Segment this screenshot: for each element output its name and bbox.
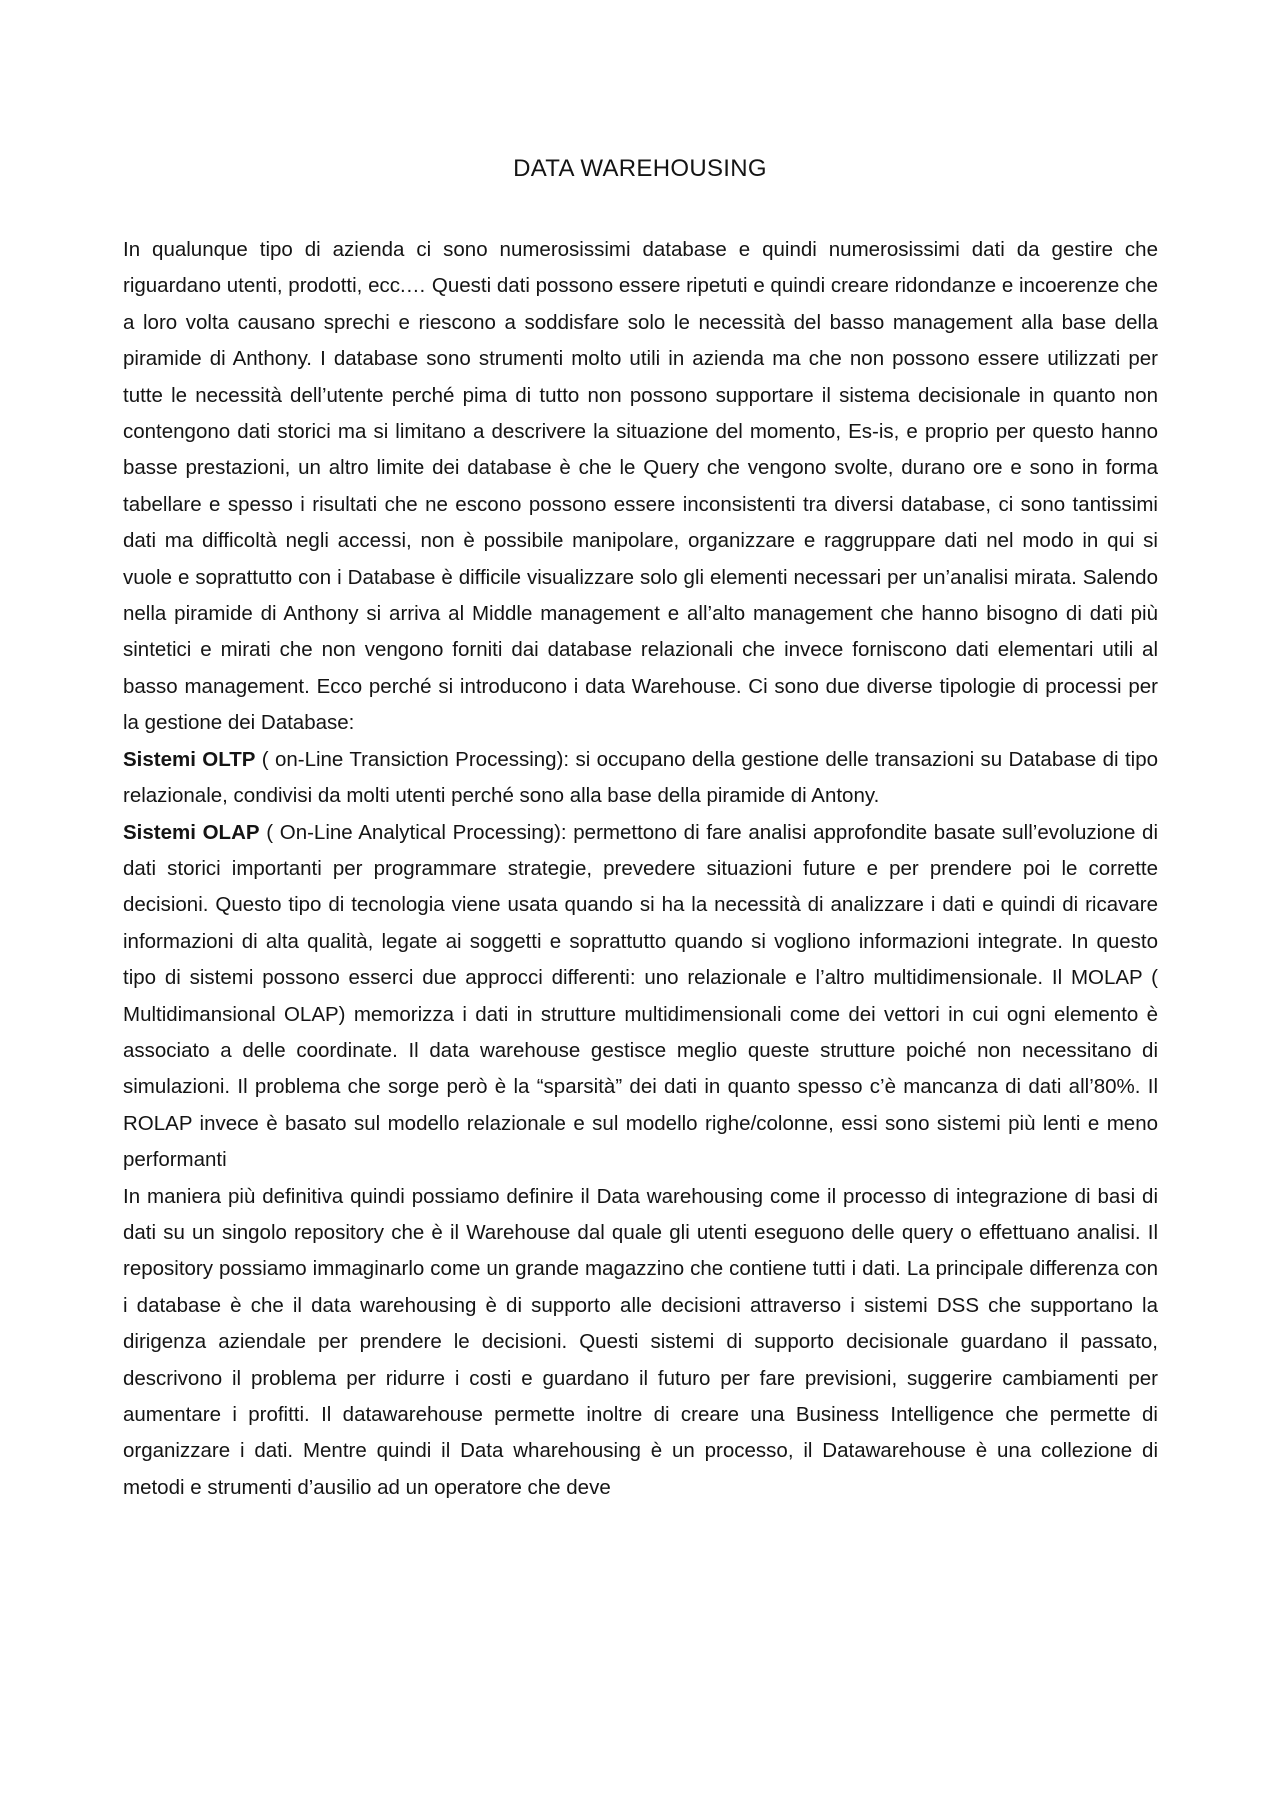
- olap-description: ( On-Line Analytical Processing): permettono di fare analisi approfondite basate sull’evoluzione di dati storici importanti per programmare strategie, prevedere situazioni future e per prendere poi le corrette decisioni. Questo tipo di tecnologia viene usata quando si ha la necessità di analizzare i dati e quindi di ricavare informazioni di alta qualità, legate ai soggetti e soprattutto quando si vogliono informazioni integrate. In questo tipo di sistemi possono esserci due approcci differenti: uno relazionale e l’altro multidimensionale. Il MOLAP ( Multidimansional OLAP) memorizza i dati in strutture multidimensionali come dei vettori in cui ogni elemento è associato a delle coordinate. Il data warehouse gestisce meglio queste strutture poiché non necessitano di simulazioni. Il problema che sorge però è la “sparsità” dei dati in quanto spesso c’è mancanza di dati all’80%. Il ROLAP invece è basato sul modello relazionale e sul modello righe/colonne, essi sono sistemi più lenti e meno performanti: [123, 820, 1159, 1172]
- document-title: DATA WAREHOUSING: [513, 155, 767, 182]
- paragraph-oltp: [123, 742, 1158, 815]
- paragraph-definition: In maniera più definitiva quindi possiamo definire il Data warehousing come il processo di integrazione di basi di dati su un singolo repository che è il Warehouse dal quale gli utenti eseguono delle query o effettuano analisi. Il repository possiamo immaginarlo come un grande magazzino che contiene tutti i dati. La principale differenza con i database è che il data warehousing è di supporto alle decisioni attraverso i sistemi DSS che supportano la dirigenza aziendale per prendere le decisioni. Questi sistemi di supporto decisionale guardano il passato, descrivono il problema per ridurre i costi e guardano il futuro per fare previsioni, suggerire cambiamenti per aumentare i profitti. Il datawarehouse permette inoltre di creare una Business Intelligence che permette di organizzare i dati. Mentre quindi il Data wharehousing è un processo, il Datawarehouse è una collezione di metodi e strumenti d’ausilio ad un operatore che deve: [123, 1184, 1158, 1499]
- paragraph-olap: [123, 815, 1158, 1179]
- paragraph-intro: In qualunque tipo di azienda ci sono numerosissimi database e quindi numerosissimi dati da gestire che riguardano utenti, prodotti, ecc.… Questi dati possono essere ripetuti e quindi creare ridondanze e incoerenze che a loro volta causano sprechi e riescono a soddisfare solo le necessità del basso management alla base della piramide di Anthony. I database sono strumenti molto utili in azienda ma che non possono essere utilizzati per tutte le necessità dell’utente perché pima di tutto non possono supportare il sistema decisionale in quanto non contengono dati storici ma si limitano a descrivere la situazione del momento, Es-is, e proprio per questo hanno basse prestazioni, un altro limite dei database è che le Query che vengono svolte, durano ore e sono in forma tabellare e spesso i risultati che ne escono possono essere inconsistenti tra diversi database, ci sono tantissimi dati ma difficoltà negli accessi, non è possibile manipolare, organizzare e raggruppare dati nel modo in qui si vuole e soprattutto con i Database è difficile visualizzare solo gli elementi necessari per un’analisi mirata. Salendo nella piramide di Anthony si arriva al Middle management e all’alto management che hanno bisogno di dati più sintetici e mirati che non vengono forniti dai database relazionali che invece forniscono dati elementari utili al basso management. Ecco perché si introducono i data Warehouse. Ci sono due diverse tipologie di processi per la gestione dei Database:: [123, 238, 1158, 735]
- oltp-description: ( on-Line Transiction Processing): si occupano della gestione delle transazioni su Database di tipo relazionale, condivisi da molti utenti perché sono alla base della piramide di Antony.: [123, 747, 1158, 808]
- olap-term: Sistemi OLAP: [123, 820, 260, 844]
- oltp-term: Sistemi OLTP: [123, 747, 256, 771]
- document-body: [123, 232, 1158, 1506]
